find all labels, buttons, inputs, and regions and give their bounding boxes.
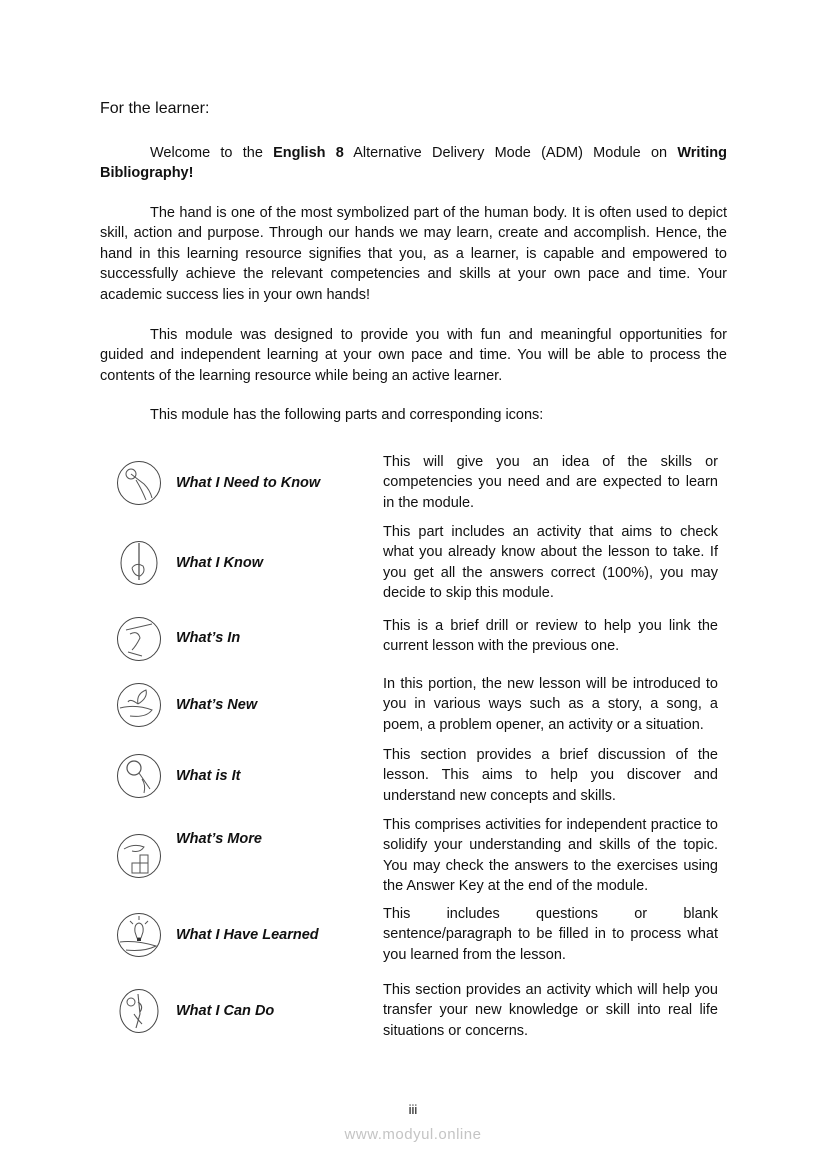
part-label: What I Know xyxy=(176,555,263,571)
part-label: What’s In xyxy=(176,630,241,646)
welcome-prefix: Welcome to the xyxy=(150,145,263,161)
part-description: This part includes an activity that aims to check what you already know about the lesson to take. If you get all the answers correct (100%), you may decide to skip this module. xyxy=(383,524,718,602)
part-description: This includes questions or blank sentence/paragraph to be filled in to process what you learned from the lesson. xyxy=(383,906,718,963)
parts-intro-text: This module has the following parts and corresponding icons: xyxy=(150,407,544,423)
hand-stacking-blocks-icon xyxy=(116,833,162,879)
part-label: What I Need to Know xyxy=(176,475,321,491)
module-title: Writing Bibliography! xyxy=(100,145,728,182)
part-label: What’s More xyxy=(176,831,262,847)
part-label: What I Can Do xyxy=(176,1003,275,1019)
hand-paragraph-text: The hand is one of the most symbolized part of the human body. It is often used to depict skill, action and purpose. Through our hands we may learn, create and accomplish. Hence, the hand in this learning resource signifies that you, as a learner, is capable and empowered to successfully achieve the relevant competencies and skills at your own pace and time. Your academic success lies in your own hands! xyxy=(100,205,727,303)
parts-intro-paragraph xyxy=(100,405,727,425)
part-description: This will give you an idea of the skills or competencies you need and are expected to learn in the module. xyxy=(383,454,718,511)
part-label: What’s New xyxy=(176,697,258,713)
part-description: This section provides a brief discussion of the lesson. This aims to help you discover and understand new concepts and skills. xyxy=(383,747,718,804)
part-description: This is a brief drill or review to help you link the current lesson with the previous one. xyxy=(383,618,718,655)
design-paragraph-text: This module was designed to provide you with fun and meaningful opportunities for guided and independent learning at your own pace and time. You will be able to process the contents of the learning resource while being an active learner. xyxy=(100,327,727,384)
hand-tool-icon xyxy=(116,988,162,1034)
subject-name: English 8 xyxy=(273,145,344,161)
hand-magnifier-icon xyxy=(116,753,162,799)
page-heading: For the learner: xyxy=(100,100,210,117)
part-label: What is It xyxy=(176,768,241,784)
part-description: This section provides an activity which will help you transfer your new knowledge or skill into real life situations or concerns. xyxy=(383,982,718,1039)
hand-paragraph xyxy=(100,203,727,305)
hand-writing-icon xyxy=(116,616,162,662)
part-description: In this portion, the new lesson will be introduced to you in various ways such as a story, a song, a poem, a problem opener, an activity or a situation. xyxy=(383,676,718,733)
welcome-paragraph xyxy=(100,143,727,184)
hand-holding-pen-icon xyxy=(116,540,162,586)
design-paragraph xyxy=(100,325,727,386)
hand-pointing-icon xyxy=(116,460,162,506)
watermark: www.modyul.online xyxy=(344,1126,482,1143)
page-number: iii xyxy=(408,1102,418,1117)
hand-holding-plant-icon xyxy=(116,682,162,728)
part-label: What I Have Learned xyxy=(176,927,319,943)
welcome-middle: Alternative Delivery Mode (ADM) Module on xyxy=(353,145,668,161)
part-description: This comprises activities for independent practice to solidify your understanding and skills of the topic. You may check the answers to the exercises using the Answer Key at the end of the module. xyxy=(383,817,718,895)
hand-lightbulb-icon xyxy=(116,912,162,958)
